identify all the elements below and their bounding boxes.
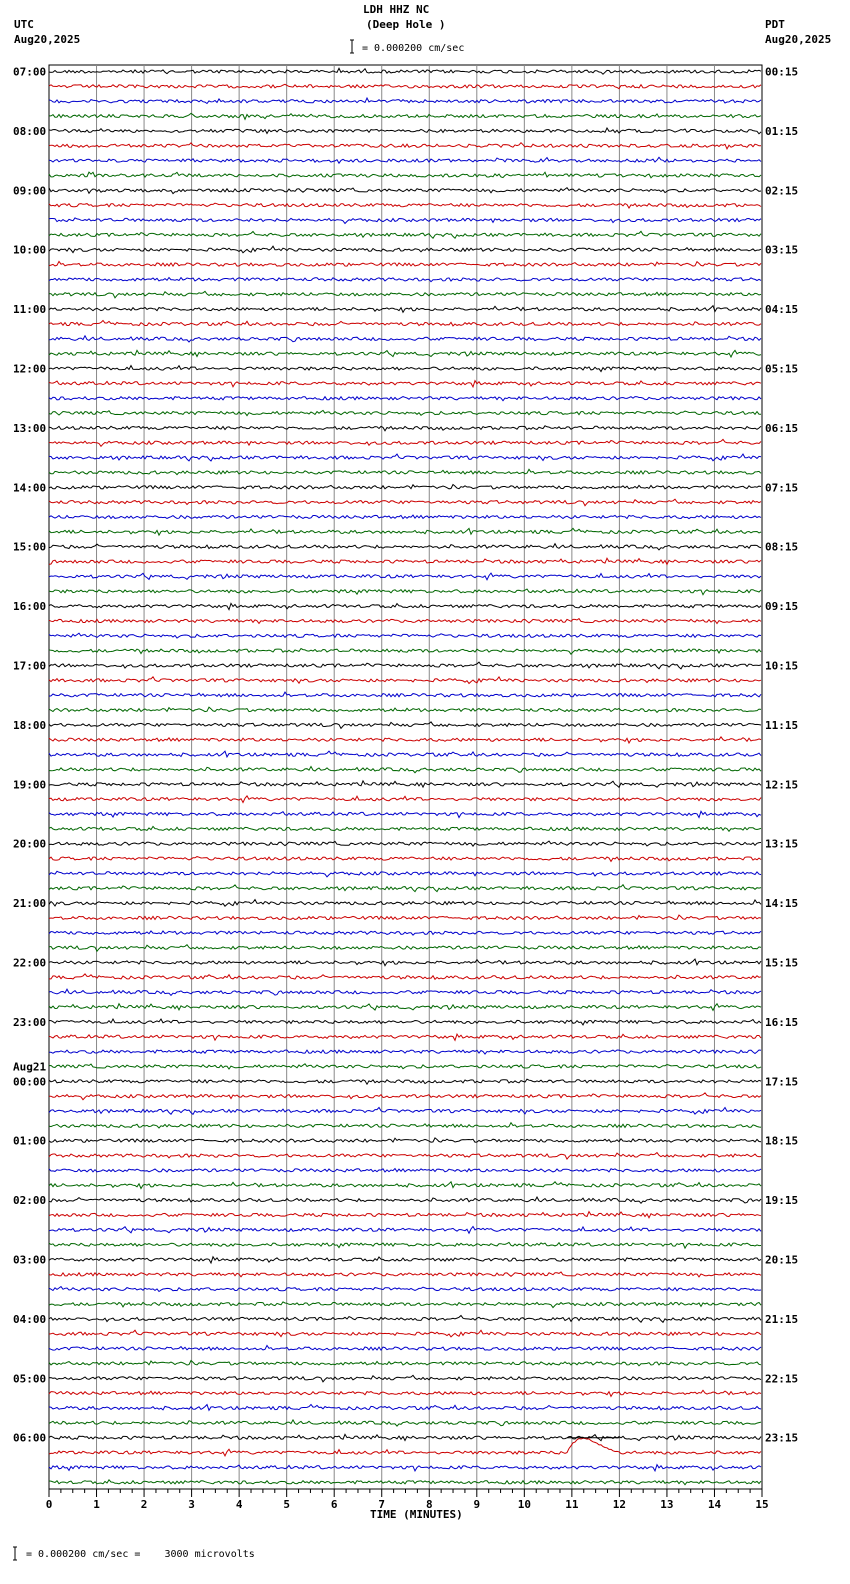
trace-59 [49,945,761,952]
trace-46 [49,751,761,757]
x-tick-label: 5 [283,1498,290,1511]
left-timezone: UTC [14,18,34,31]
x-tick-label: 8 [425,1498,433,1511]
trace-31 [49,528,761,535]
date-change-label: Aug21 [13,1060,47,1074]
trace-22 [49,397,761,401]
trace-55 [49,885,761,892]
trace-79 [49,1242,761,1248]
pdt-hour-label: 11:15 [765,718,799,732]
footer-scale-note: = 0.000200 cm/sec = 3000 microvolts [26,1549,255,1560]
trace-91 [49,1420,761,1426]
trace-9 [49,203,761,208]
trace-82 [49,1287,761,1292]
trace-81 [49,1272,761,1277]
trace-18 [49,336,761,342]
utc-hour-label: 21:00 [13,897,47,911]
utc-hour-label: 23:00 [13,1015,47,1029]
utc-hour-label: 14:00 [13,481,47,495]
trace-2 [49,98,761,104]
trace-43 [49,707,761,712]
trace-73 [49,1153,761,1160]
trace-62 [49,989,761,995]
trace-4 [49,128,761,134]
pdt-hour-label: 00:15 [765,65,799,79]
trace-34 [49,573,761,580]
trace-50 [49,811,761,817]
x-tick-label: 3 [188,1498,195,1511]
trace-41 [49,677,761,684]
trace-10 [49,218,761,224]
pdt-hour-label: 08:15 [765,540,799,554]
x-tick-label: 6 [330,1498,338,1511]
trace-13 [49,261,761,266]
x-tick-label: 11 [565,1498,579,1511]
trace-85 [49,1330,761,1337]
trace-68 [49,1079,761,1084]
trace-90 [49,1405,761,1411]
trace-77 [49,1212,761,1218]
pdt-hour-label: 02:15 [765,184,799,198]
trace-89 [49,1390,761,1396]
trace-80 [49,1257,761,1263]
x-tick-label: 9 [473,1498,481,1511]
trace-47 [49,767,761,773]
x-tick-label: 15 [755,1498,769,1511]
trace-11 [49,231,761,238]
trace-48 [49,781,761,787]
trace-7 [49,172,761,178]
pdt-hour-label: 04:15 [765,303,799,317]
trace-38 [49,633,761,638]
trace-37 [49,619,761,624]
trace-52 [49,841,761,846]
trace-66 [49,1050,761,1054]
left-date: Aug20,2025 [14,33,81,46]
trace-72 [49,1138,761,1142]
trace-23 [49,410,761,415]
trace-25 [49,439,761,446]
pdt-hour-label: 09:15 [765,600,799,614]
trace-45 [49,737,761,743]
utc-hour-label: 02:00 [13,1194,47,1208]
trace-76 [49,1197,761,1203]
utc-hour-label: 08:00 [13,124,47,138]
pdt-hour-label: 19:15 [765,1194,799,1208]
trace-42 [49,692,761,697]
trace-51 [49,826,761,831]
trace-54 [49,871,761,877]
trace-75 [49,1182,761,1189]
utc-hour-label: 03:00 [13,1253,47,1267]
pdt-hour-label: 14:15 [765,897,799,911]
station-title: LDH HHZ NC [363,3,430,16]
trace-29 [49,499,761,506]
trace-0 [49,68,761,74]
trace-44 [49,722,761,729]
pdt-hour-label: 05:15 [765,362,799,376]
utc-hour-label: 04:00 [13,1312,47,1326]
utc-hour-label: 20:00 [13,837,47,851]
x-tick-label: 14 [707,1498,722,1511]
trace-58 [49,931,761,935]
x-tick-label: 4 [235,1498,243,1511]
x-tick-label: 12 [612,1498,627,1511]
trace-5 [49,143,761,149]
utc-hour-label: 11:00 [13,303,47,317]
utc-hour-label: 10:00 [13,243,47,257]
trace-49 [49,796,761,803]
trace-92 [49,1434,761,1440]
utc-hour-label: 12:00 [13,362,47,376]
scale-bar-label: = 0.000200 cm/sec [362,43,465,54]
trace-86 [49,1346,761,1351]
trace-56 [49,900,761,907]
trace-26 [49,454,761,461]
trace-53 [49,857,761,862]
trace-61 [49,974,761,979]
trace-57 [49,915,761,919]
trace-67 [49,1064,761,1069]
pdt-hour-label: 21:15 [765,1312,799,1326]
trace-32 [49,544,761,550]
trace-19 [49,350,761,357]
trace-28 [49,485,761,489]
trace-3 [49,113,761,119]
trace-27 [49,469,761,474]
pdt-hour-label: 20:15 [765,1253,799,1267]
utc-hour-label: 22:00 [13,956,47,970]
utc-hour-label: 17:00 [13,659,47,673]
pdt-hour-label: 12:15 [765,778,799,792]
trace-70 [49,1108,761,1115]
x-tick-label: 1 [93,1498,100,1511]
trace-20 [49,366,761,372]
trace-8 [49,188,761,194]
trace-65 [49,1034,761,1040]
utc-hour-label: 01:00 [13,1134,47,1148]
trace-35 [49,589,761,595]
utc-hour-label: 06:00 [13,1431,47,1445]
trace-69 [49,1093,761,1100]
pdt-hour-label: 07:15 [765,481,799,495]
utc-hour-label: 19:00 [13,778,47,792]
utc-hour-label: 05:00 [13,1372,47,1386]
right-timezone: PDT [765,18,785,31]
trace-39 [49,649,761,655]
trace-21 [49,381,761,387]
trace-24 [49,426,761,431]
station-location: (Deep Hole ) [366,18,446,31]
trace-40 [49,662,761,669]
trace-14 [49,278,761,282]
trace-84 [49,1316,761,1323]
trace-74 [49,1169,761,1173]
x-axis-label: TIME (MINUTES) [370,1508,463,1521]
trace-12 [49,246,761,253]
utc-hour-label: 00:00 [13,1075,47,1089]
pdt-hour-label: 22:15 [765,1372,799,1386]
pdt-hour-label: 13:15 [765,837,799,851]
x-tick-label: 0 [45,1498,53,1511]
x-tick-label: 13 [660,1498,674,1511]
trace-36 [49,603,761,609]
utc-hour-label: 07:00 [13,65,47,79]
trace-71 [49,1123,761,1128]
pdt-hour-label: 06:15 [765,421,799,435]
trace-95 [49,1480,761,1485]
trace-30 [49,515,761,519]
trace-63 [49,1004,761,1011]
pdt-hour-label: 15:15 [765,956,799,970]
right-date: Aug20,2025 [765,33,832,46]
pdt-hour-label: 16:15 [765,1015,799,1029]
trace-94 [49,1465,761,1471]
trace-16 [49,306,761,313]
trace-60 [49,959,761,966]
utc-hour-label: 16:00 [13,600,47,614]
utc-hour-label: 09:00 [13,184,47,198]
utc-hour-label: 15:00 [13,540,47,554]
pdt-hour-label: 10:15 [765,659,799,673]
trace-88 [49,1375,761,1382]
x-tick-label: 7 [378,1498,386,1511]
x-tick-label: 2 [140,1498,148,1511]
pdt-hour-label: 01:15 [765,124,799,138]
trace-6 [49,157,761,163]
trace-1 [49,84,761,88]
trace-15 [49,291,761,298]
trace-87 [49,1361,761,1366]
pdt-hour-label: 23:15 [765,1431,799,1445]
utc-hour-label: 13:00 [13,421,47,435]
utc-hour-label: 18:00 [13,718,47,732]
trace-83 [49,1302,761,1308]
x-tick-label: 10 [517,1498,531,1511]
trace-64 [49,1019,761,1025]
trace-78 [49,1227,761,1234]
pdt-hour-label: 17:15 [765,1075,799,1089]
pdt-hour-label: 03:15 [765,243,799,257]
trace-33 [49,558,761,564]
trace-17 [49,321,761,326]
pdt-hour-label: 18:15 [765,1134,799,1148]
